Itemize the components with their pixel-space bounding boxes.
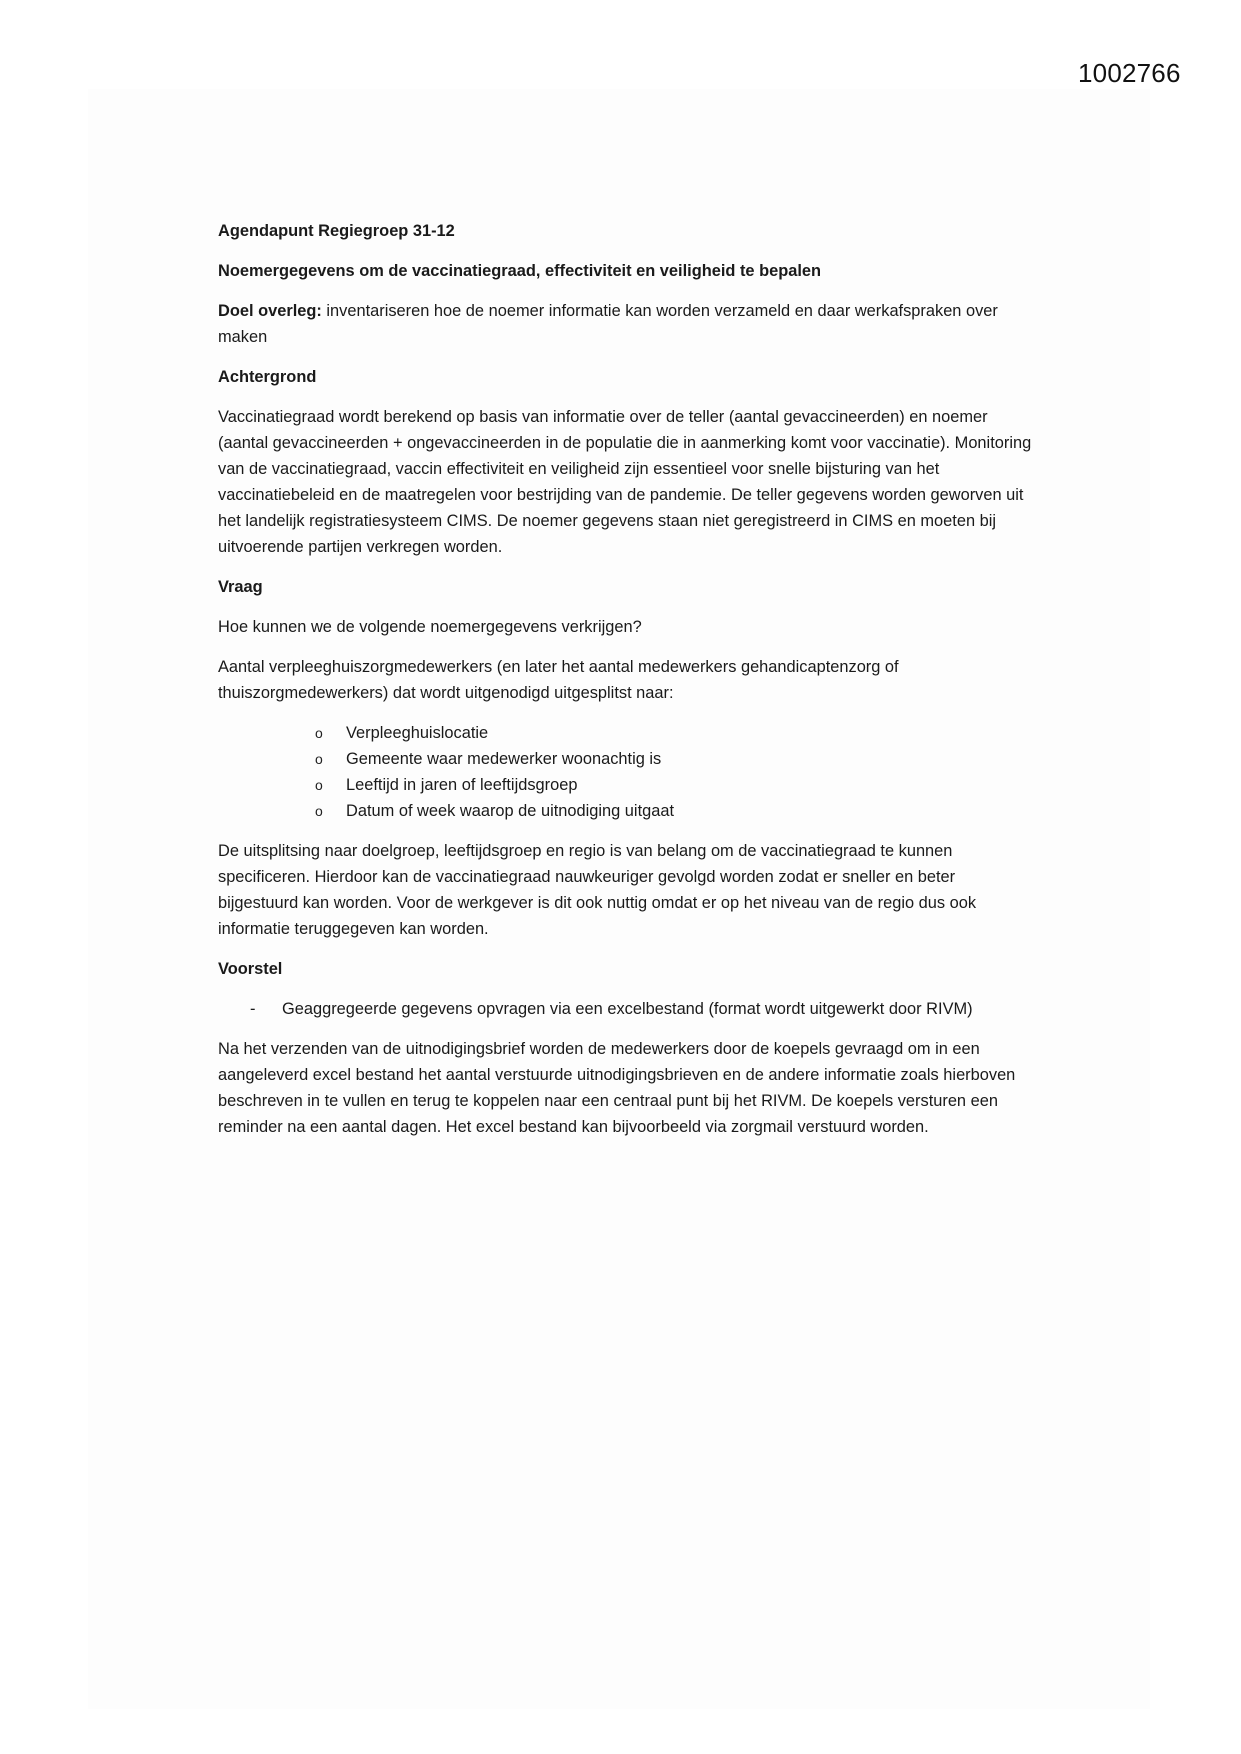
list-item: o Leeftijd in jaren of leeftijdsgroep <box>315 772 1038 798</box>
doel-text: inventariseren hoe de noemer informatie kan worden verzameld en daar werkafspraken over maken <box>218 302 998 346</box>
list-item: o Verpleeghuislocatie <box>315 720 1038 746</box>
vraag-followup: De uitsplitsing naar doelgroep, leeftijdsgroep en regio is van belang om de vaccinatiegraad te kunnen specificeren. Hierdoor kan de vaccinatiegraad nauwkeuriger gevolgd worden zodat er sneller en beter bijgestuurd kan worden. Voor de werkgever is dit ook nuttig omdat er op het niveau van de regio dus ook informatie teruggegeven kan worden. <box>218 842 977 938</box>
agenda-title: Agendapunt Regiegroep 31-12 <box>218 222 455 240</box>
vraag-heading: Vraag <box>218 578 263 596</box>
circle-bullet-icon: o <box>315 725 323 741</box>
dash-bullet-icon: - <box>250 1000 256 1018</box>
proposal-list <box>218 996 1038 1022</box>
doel-paragraph <box>218 298 1038 350</box>
list-item: - Geaggregeerde gegevens opvragen via een excelbestand (format wordt uitgewerkt door RIVM) <box>250 996 1022 1022</box>
split-criteria-list <box>218 720 1038 824</box>
document-id: 1002766 <box>1078 58 1181 88</box>
voorstel-body: Na het verzenden van de uitnodigingsbrief worden de medewerkers door de koepels gevraagd om in een aangeleverd excel bestand het aantal verstuurde uitnodigingsbrieven en de andere informatie zoals hierboven beschreven in te vullen en terug te koppelen naar een centraal punt bij het RIVM. De koepels versturen een reminder na een aantal dagen. Het excel bestand kan bijvoorbeeld via zorgmail verstuurd worden. <box>218 1040 1016 1136</box>
achtergrond-body: Vaccinatiegraad wordt berekend op basis van informatie over de teller (aantal gevaccineerden) en noemer (aantal gevaccineerden + ongevaccineerden in de populatie die in aanmerking komt voor vaccinatie). Monitoring van de vaccinatiegraad, vaccin effectiviteit en veiligheid zijn essentieel voor snelle bijsturing van het vaccinatiebeleid en de maatregelen voor bestrijding van de pandemie. De teller gegevens worden geworven uit het landelijk registratiesysteem CIMS. De noemer gegevens staan niet geregistreerd in CIMS en moeten bij uitvoerende partijen verkregen worden. <box>218 408 1032 556</box>
vraag-intro: Aantal verpleeghuiszorgmedewerkers (en later het aantal medewerkers gehandicaptenzorg of thuiszorgmedewerkers) dat wordt uitgenodigd uitgesplitst naar: <box>218 658 899 702</box>
circle-bullet-icon: o <box>315 751 323 767</box>
achtergrond-heading: Achtergrond <box>218 368 317 386</box>
list-item: o Gemeente waar medewerker woonachtig is <box>315 746 1038 772</box>
list-item: o Datum of week waarop de uitnodiging uitgaat <box>315 798 1038 824</box>
circle-bullet-icon: o <box>315 803 323 819</box>
subject-heading: Noemergegevens om de vaccinatiegraad, effectiviteit en veiligheid te bepalen <box>218 262 822 280</box>
voorstel-heading: Voorstel <box>218 960 283 978</box>
circle-bullet-icon: o <box>315 777 323 793</box>
doel-label: Doel overleg: <box>218 302 322 320</box>
vraag-question: Hoe kunnen we de volgende noemergegevens verkrijgen? <box>218 618 642 636</box>
document-body <box>218 218 1038 1140</box>
